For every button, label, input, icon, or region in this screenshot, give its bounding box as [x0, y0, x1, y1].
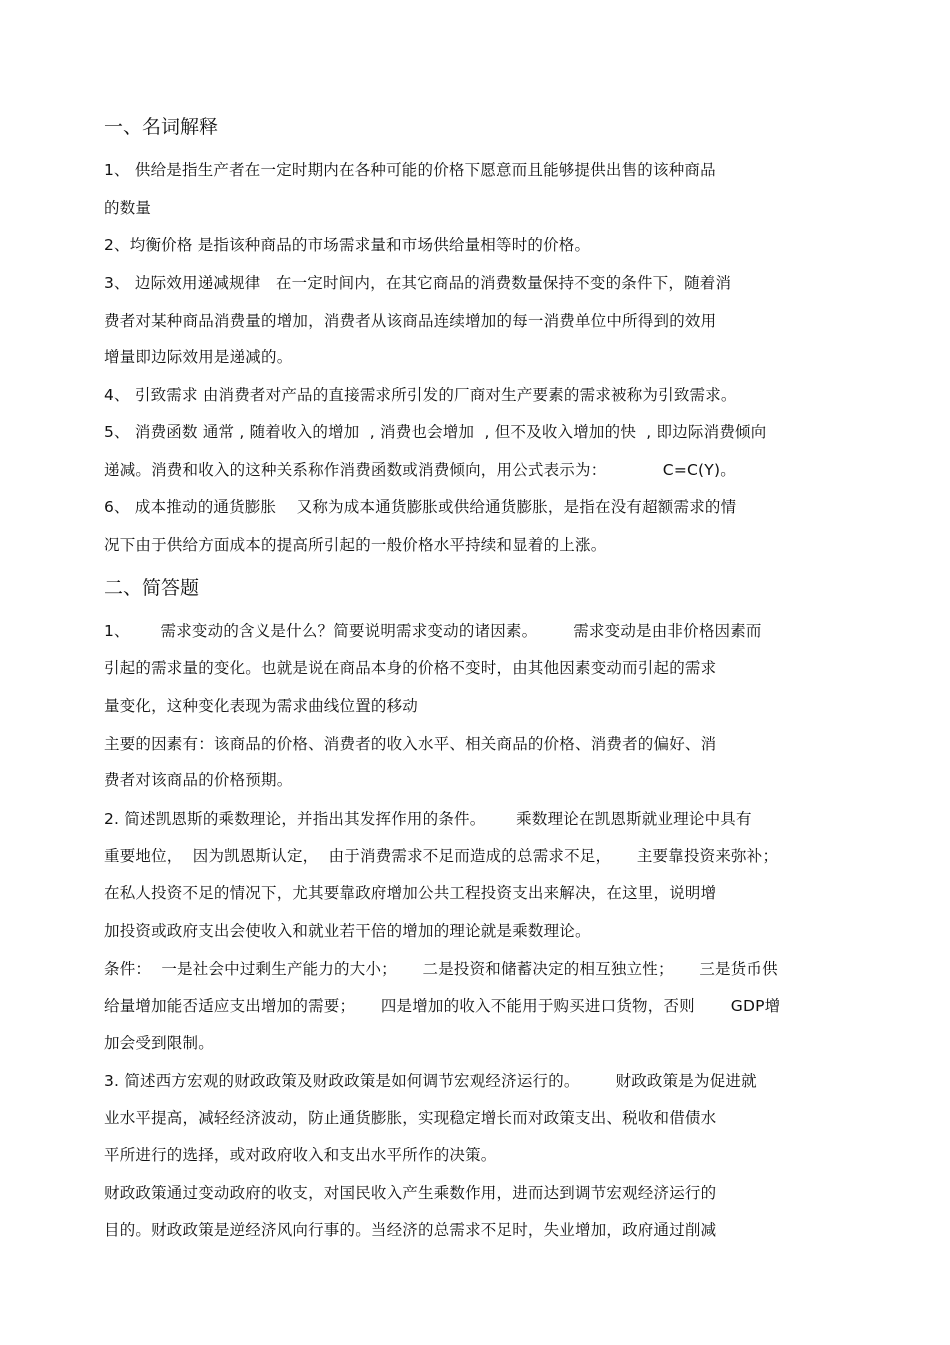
answer-line: 目的。财政政策是逆经济风向行事的。当经济的总需求不足时，失业增加，政府通过削减 [104, 1221, 717, 1239]
definition-line: 2、均衡价格 是指该种商品的市场需求量和市场供给量相等时的价格。 [104, 236, 591, 254]
answer-line: 加会受到限制。 [104, 1034, 214, 1052]
answer-line: 给量增加能否适应支出增加的需要； 四是增加的收入不能用于购买进口货物，否则 GDP增 [104, 997, 781, 1015]
definition-line: 1、 供给是指生产者在一定时期内在各种可能的价格下愿意而且能够提供出售的该种商品 [104, 161, 716, 179]
answer-line: 引起的需求量的变化。也就是说在商品本身的价格不变时，由其他因素变动而引起的需求 [104, 659, 717, 677]
answer-line: 重要地位， 因为凯恩斯认定， 由于消费需求不足而造成的总需求不足， 主要靠投资来弥补； [104, 847, 779, 865]
answer-line: 主要的因素有：该商品的价格、消费者的收入水平、相关商品的价格、消费者的偏好、消 [104, 735, 717, 753]
section-heading-definitions: 一、名词解释 [104, 116, 219, 138]
definition-line: 费者对某种商品消费量的增加，消费者从该商品连续增加的每一消费单位中所得到的效用 [104, 312, 717, 330]
answer-line: 3. 简述西方宏观的财政政策及财政政策是如何调节宏观经济运行的。 财政政策是为促进就 [104, 1072, 757, 1090]
answer-line: 平所进行的选择，或对政府收入和支出水平所作的决策。 [104, 1146, 497, 1164]
answer-line: 量变化，这种变化表现为需求曲线位置的移动 [104, 697, 419, 715]
definition-line: 4、 引致需求 由消费者对产品的直接需求所引发的厂商对生产要素的需求被称为引致需求。 [104, 386, 737, 404]
definition-line: 3、 边际效用递减规律 在一定时间内，在其它商品的消费数量保持不变的条件下，随着消 [104, 274, 732, 292]
definition-line: 的数量 [104, 199, 152, 217]
answer-line: 1、 需求变动的含义是什么？简要说明需求变动的诸因素。 需求变动是由非价格因素而 [104, 622, 762, 640]
answer-line: 财政政策通过变动政府的收支，对国民收入产生乘数作用，进而达到调节宏观经济运行的 [104, 1184, 717, 1202]
definition-line: 增量即边际效用是递减的。 [104, 348, 293, 366]
answer-line: 费者对该商品的价格预期。 [104, 771, 293, 789]
answer-line: 在私人投资不足的情况下，尤其要靠政府增加公共工程投资支出来解决，在这里，说明增 [104, 884, 717, 902]
definition-line: 况下由于供给方面成本的提高所引起的一般价格水平持续和显着的上涨。 [104, 536, 607, 554]
answer-line: 业水平提高，减轻经济波动，防止通货膨胀，实现稳定增长而对政策支出、税收和借债水 [104, 1109, 717, 1127]
section-heading-short-answers: 二、简答题 [104, 577, 200, 599]
answer-line: 2. 简述凯恩斯的乘数理论，并指出其发挥作用的条件。 乘数理论在凯恩斯就业理论中具有 [104, 810, 752, 828]
answer-line: 条件： 一是社会中过剩生产能力的大小； 二是投资和储蓄决定的相互独立性； 三是货币供 [104, 960, 778, 978]
definition-line: 6、 成本推动的通货膨胀 又称为成本通货膨胀或供给通货膨胀，是指在没有超额需求的情 [104, 498, 737, 516]
definition-line: 5、 消费函数 通常 , 随着收入的增加 , 消费也会增加 , 但不及收入增加的快 , 即边际消费倾向 [104, 423, 767, 441]
definition-line: 递减。消费和收入的这种关系称作消费函数或消费倾向，用公式表示为： C=C(Y)。 [104, 461, 736, 479]
answer-line: 加投资或政府支出会使收入和就业若干倍的增加的理论就是乘数理论。 [104, 922, 591, 940]
